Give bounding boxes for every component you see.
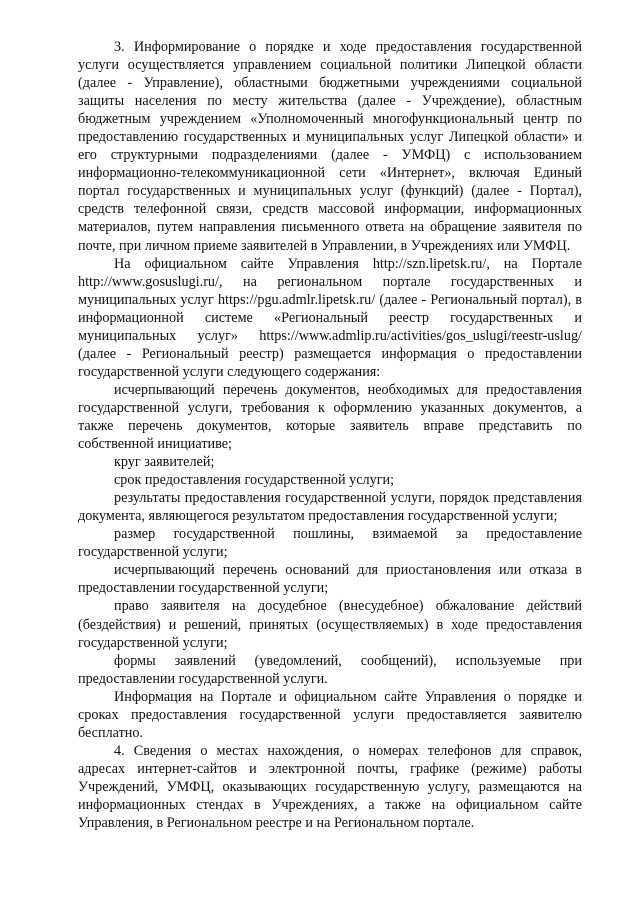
list-item-results: результаты предоставления государственной услуги, порядок представления документа, являющегося результатом предоставления государственной услуги; xyxy=(78,490,582,525)
list-item-documents: исчерпывающий перечень документов, необходимых для предоставления государственной услуги, требования к оформлению указанных документов, а также перечень документов, которые заявитель вправе представить по собственной инициативе; xyxy=(78,381,582,453)
list-item-term: срок предоставления государственной услуги; xyxy=(114,472,395,489)
document-page xyxy=(78,38,582,832)
list-item-grounds: исчерпывающий перечень оснований для приостановления или отказа в предоставлении государственной услуги; xyxy=(78,562,582,597)
list-item-appeal: право заявителя на досудебное (внесудебное) обжалование действий (бездействия) и решений, принятых (осуществляемых) в ходе предоставления государственной услуги; xyxy=(78,598,582,651)
list-item-forms: формы заявлений (уведомлений, сообщений), используемые при предоставлении государственной услуги. xyxy=(78,652,582,687)
list-item-applicants: круг заявителей; xyxy=(114,454,215,471)
paragraph-official-sites: На официальном сайте Управления http://szn.lipetsk.ru/, на Портале http://www.gosuslugi.ru/, на региональном портале государственных и муниципальных услуг https://pgu.admlr.lipetsk.ru/ (далее - Региональный портал), в информационной системе «Региональный реестр государственных и муниципальных услуг» https://www.admlip.ru/activities/gos_uslugi/reestr-uslug/ (далее - Региональный реестр) размещается информация о предоставлении государственной услуги следующего содержания: xyxy=(78,255,582,380)
list-item-fee: размер государственной пошлины, взимаемой за предоставление государственной услуги; xyxy=(78,526,582,561)
paragraph-free-info: Информация на Портале и официальном сайте Управления о порядке и сроках предоставления государственной услуги предоставляется заявителю бесплатно. xyxy=(78,688,582,741)
paragraph-3-informing: 3. Информирование о порядке и ходе предоставления государственной услуги осуществляется управлением социальной политики Липецкой области (далее - Управление), областными бюджетными учреждениями социальной защиты населения по месту жительства (далее - Учреждение), областным бюджетным учреждением «Уполномоченный многофункциональный центр по предоставлению государственных и муниципальных услуг Липецкой области» и его структурными подразделениями (далее - УМФЦ) с использованием информационно-телекоммуникационной сети «Интернет», включая Единый портал государственных и муниципальных услуг (функций) (далее - Портал), средств телефонной связи, средств массовой информации, информационных материалов, путем направления письменного ответа на обращение заявителя по почте, при личном приеме заявителей в Управлении, в Учреждениях или УМФЦ. xyxy=(78,39,582,254)
paragraph-4-locations: 4. Сведения о местах нахождения, о номерах телефонов для справок, адресах интернет-сайтов и электронной почты, графике (режиме) работы Учреждений, УМФЦ, оказывающих государственную услугу, размещаются на информационных стендах в Учреждениях, а также на официальном сайте Управления, в Региональном реестре и на Региональном портале. xyxy=(78,742,582,832)
